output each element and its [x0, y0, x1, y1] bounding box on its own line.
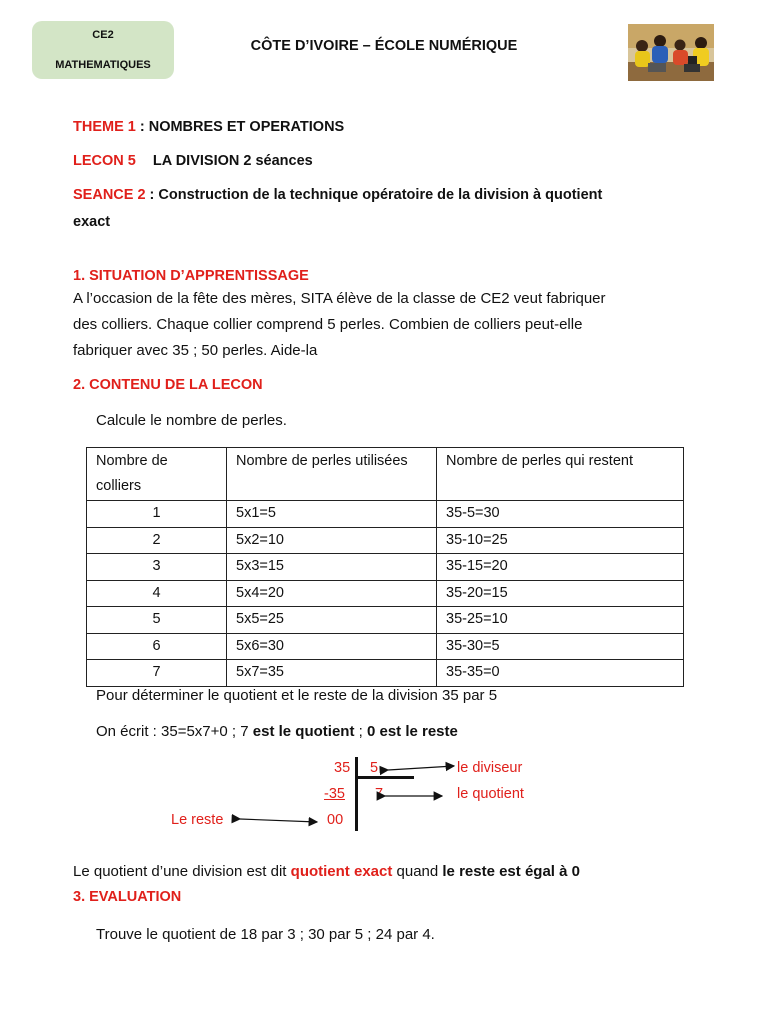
situation-paragraph [73, 286, 693, 364]
document-title: CÔTE D’IVOIRE – ÉCOLE NUMÉRIQUE [250, 38, 518, 54]
seance-line [73, 187, 602, 203]
cell-restent: 35-5=30 [437, 501, 684, 528]
seance-value: : Construction de la technique opératoire de la division à quotient [145, 187, 603, 203]
header-colliers [87, 448, 227, 501]
cell-restent: 35-25=10 [437, 607, 684, 634]
section-1-title: 1. SITUATION D’APPRENTISSAGE [73, 268, 309, 284]
division-quotient: 7 [375, 786, 384, 802]
division-dividend: 35 [334, 760, 351, 776]
cell-restent: 35-20=15 [437, 580, 684, 607]
seance-line-2: exact [73, 214, 111, 230]
label-remainder: Le reste [171, 812, 224, 828]
table-row [87, 527, 684, 554]
division-remainder: 00 [327, 812, 344, 828]
conclusion-reste: le reste est égal à 0 [442, 863, 580, 880]
table-row [87, 554, 684, 581]
lecon-line [73, 153, 313, 169]
situation-line: fabriquer avec 35 ; 50 perles. Aide-la [73, 342, 318, 359]
header-colliers-line2: colliers [96, 478, 142, 494]
theme-value: : NOMBRES ET OPERATIONS [135, 119, 345, 135]
beads-table [86, 447, 684, 687]
header-perles-utilisees: Nombre de perles utilisées [227, 448, 437, 501]
cell-colliers: 6 [87, 633, 227, 660]
on-ecrit-sep: ; [354, 723, 367, 740]
cell-colliers: 3 [87, 554, 227, 581]
division-arrows [160, 755, 460, 835]
seance-label: SEANCE 2 [73, 187, 146, 203]
theme-line [73, 119, 344, 135]
conclusion-line [73, 863, 580, 880]
cell-utilisees: 5x1=5 [227, 501, 437, 528]
section-2-title: 2. CONTENU DE LA LECON [73, 377, 263, 393]
cell-restent: 35-30=5 [437, 633, 684, 660]
cell-colliers: 4 [87, 580, 227, 607]
evaluation-text: Trouve le quotient de 18 par 3 ; 30 par 5 ; 24 par 4. [96, 926, 435, 943]
cell-utilisees: 5x7=35 [227, 660, 437, 687]
cell-utilisees: 5x3=15 [227, 554, 437, 581]
lecon-label: LECON 5 [73, 153, 136, 169]
division-subtract: -35 [324, 786, 345, 802]
cell-colliers: 5 [87, 607, 227, 634]
table-header-row [87, 448, 684, 501]
table-row [87, 580, 684, 607]
cell-utilisees: 5x2=10 [227, 527, 437, 554]
badge-subject: MATHEMATIQUES [55, 59, 151, 71]
cell-utilisees: 5x4=20 [227, 580, 437, 607]
label-divisor: le diviseur [457, 760, 523, 776]
cell-restent: 35-35=0 [437, 660, 684, 687]
cell-utilisees: 5x6=30 [227, 633, 437, 660]
arrow-divisor [388, 766, 454, 770]
label-quotient: le quotient [457, 786, 524, 802]
theme-label: THEME 1 [73, 119, 136, 135]
lecon-value: LA DIVISION 2 séances [152, 153, 313, 169]
classroom-photo [628, 24, 714, 81]
cell-colliers: 2 [87, 527, 227, 554]
on-ecrit-quotient: est le quotient [252, 723, 355, 740]
conclusion-quand: quand [392, 863, 443, 880]
division-divisor: 5 [370, 760, 379, 776]
cell-colliers: 7 [87, 660, 227, 687]
table-row [87, 633, 684, 660]
table-row [87, 607, 684, 634]
arrow-remainder [240, 819, 317, 822]
cell-utilisees: 5x5=25 [227, 607, 437, 634]
on-ecrit-reste: 0 est le reste [366, 723, 458, 740]
table-intro: Calcule le nombre de perles. [96, 412, 287, 429]
table-row [87, 501, 684, 528]
conclusion-quotient-exact: quotient exact [290, 863, 393, 880]
badge-grade: CE2 [92, 29, 114, 41]
conclusion-text: Le quotient d’une division est dit [73, 863, 291, 880]
on-ecrit-line [96, 723, 458, 740]
cell-restent: 35-15=20 [437, 554, 684, 581]
header-perles-restent: Nombre de perles qui restent [437, 448, 684, 501]
section-3-title: 3. EVALUATION [73, 889, 182, 905]
after-table-text: Pour déterminer le quotient et le reste de la division 35 par 5 [96, 687, 498, 704]
cell-colliers: 1 [87, 501, 227, 528]
on-ecrit-text: On écrit : 35=5x7+0 ; 7 [96, 723, 253, 740]
situation-line: des colliers. Chaque collier comprend 5 perles. Combien de colliers peut-elle [73, 316, 583, 333]
situation-line: A l’occasion de la fête des mères, SITA élève de la classe de CE2 veut fabriquer [73, 290, 606, 307]
table-row [87, 660, 684, 687]
header-colliers-line1: Nombre de [96, 453, 168, 469]
cell-restent: 35-10=25 [437, 527, 684, 554]
